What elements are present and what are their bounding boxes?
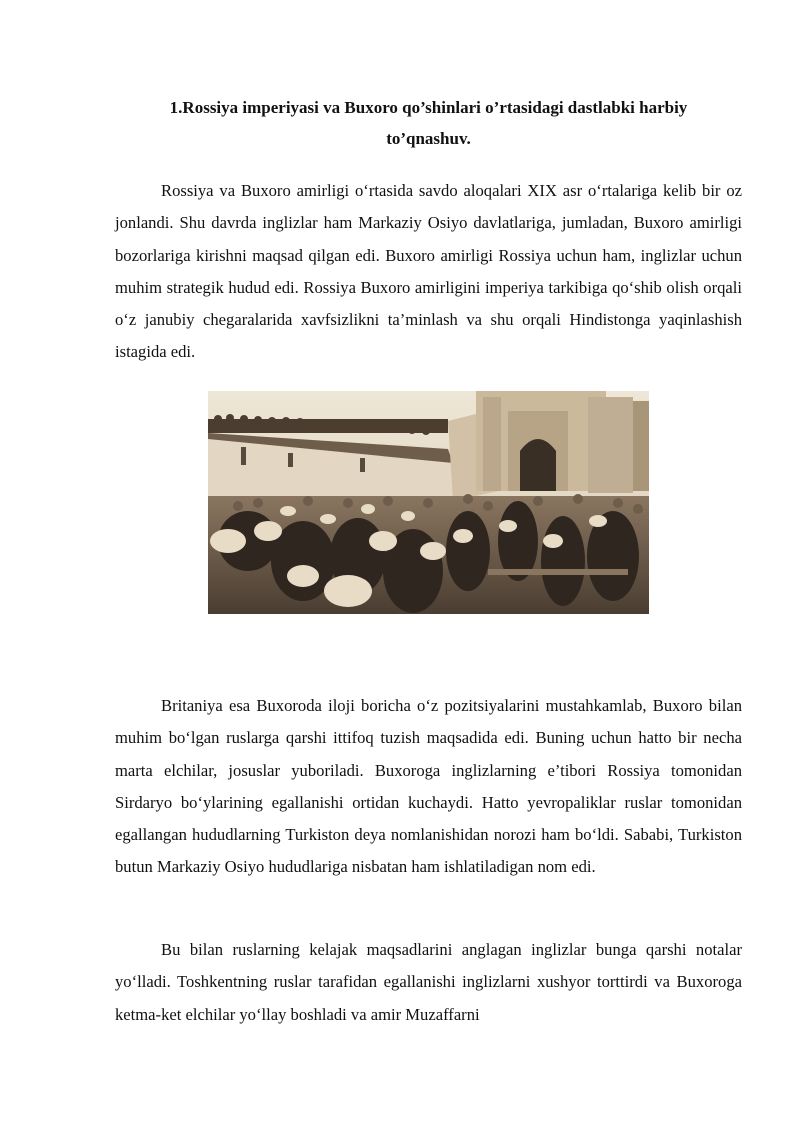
paragraph-3: Bu bilan ruslarning kelajak maqsadlarini anglagan inglizlar bunga qarshi notalar yo‘lladi. Toshkentning ruslar tarafidan egallanishi inglizlarni xushyor torttirdi va Buxoroga ketma-ket elchilar yo‘llay boshladi va amir Muzaffarni <box>115 940 742 1024</box>
section-title <box>115 92 742 154</box>
paragraph-2: Britaniya esa Buxoroda iloji boricha o‘z pozitsiyalarini mustahkamlab, Buxoro bilan muhim bo‘lgan ruslarga qarshi ittifoq tuzish maqsadida edi. Buning uchun hatto bir necha marta elchilar, josuslar yuboriladi. Buxoroga inglizlarning e’tibori Rossiya tomonidan Sirdaryo bo‘ylarining egallanishi ortidan kuchaydi. Hatto yevropaliklar ruslar tomonidan egallangan hududlarning Turkiston deya nomlanishidan norozi ham bo‘ldi. Sababi, Turkiston butun Markaziy Osiyo hududlariga nisbatan ham ishlatiladigan nom edi. <box>115 696 742 877</box>
historical-photo-crowd-at-fortress-gate <box>208 391 649 614</box>
section-title-line-1: 1.Rossiya imperiyasi va Buxoro qo’shinlari o’rtasidagi dastlabki harbiy <box>169 98 688 117</box>
section-title-line-2: to’qnashuv. <box>386 129 471 148</box>
paragraph-1: Rossiya va Buxoro amirligi o‘rtasida savdo aloqalari XIX asr o‘rtalariga kelib bir oz jonlandi. Shu davrda inglizlar ham Markaziy Osiyo davlatlariga, jumladan, Buxoro amirligi bozorlariga kirishni maqsad qilgan edi. Buxoro amirligi Rossiya uchun ham, inglizlar uchun muhim strategik hudud edi. Rossiya Buxoro amirligini imperiya tarkibiga qo‘shib olish orqali o‘z janubiy chegaralarida xavfsizlikni ta’minlash va shu orqali Hindistonga yaqinlashish istagida edi. <box>115 181 742 362</box>
